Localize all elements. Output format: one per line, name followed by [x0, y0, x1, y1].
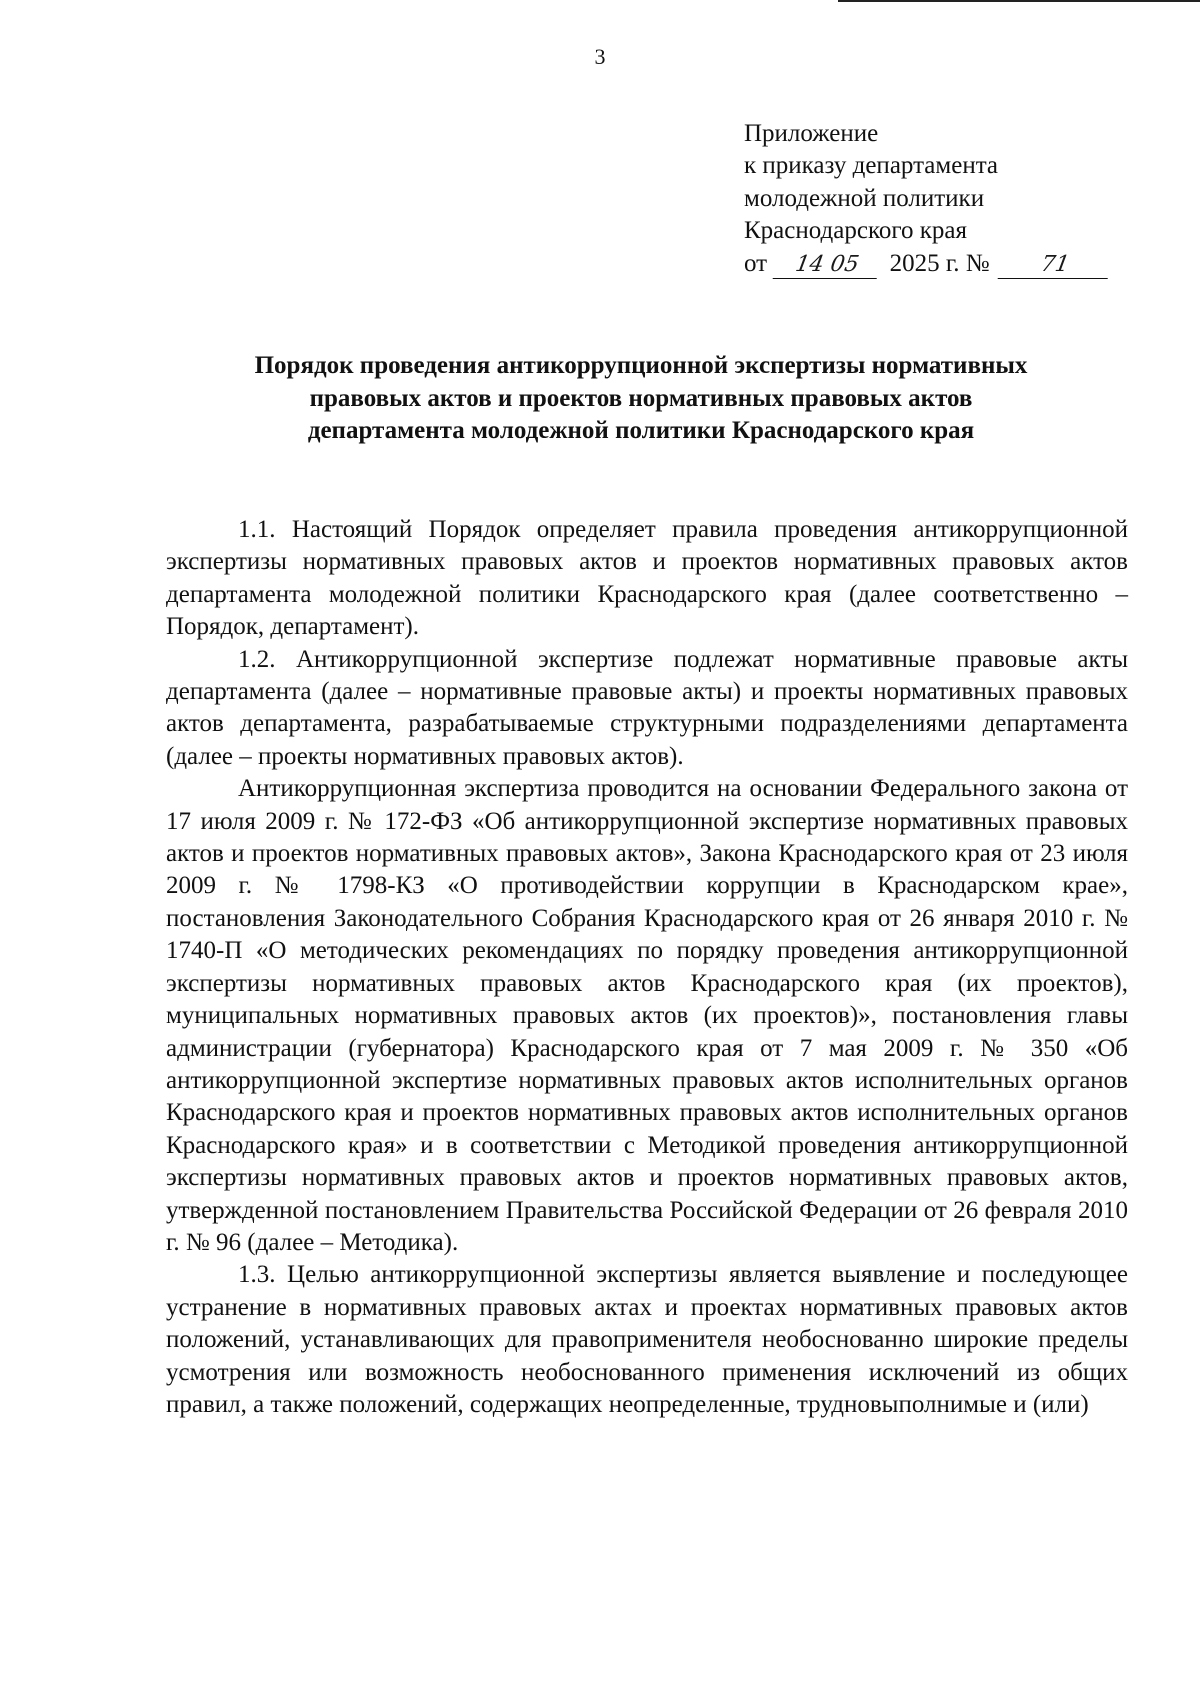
date-prefix: от: [744, 249, 768, 277]
document-title: [160, 350, 1122, 448]
appendix-date-line: [744, 248, 1110, 280]
date-year: 2025 г. №: [889, 249, 990, 277]
appendix-line-2: к приказу департамента: [744, 152, 999, 180]
document-body: [166, 514, 1128, 1421]
appendix-block: [744, 118, 1110, 280]
appendix-line-3: молодежной политики: [744, 184, 985, 212]
title-line-3: департамента молодежной политики Краснодарского края: [307, 417, 975, 444]
paragraph-legal-basis: Антикоррупционная экспертиза проводится на основании Федерального закона от 17 июля 2009 г. № 172-ФЗ «Об антикоррупционной экспертизе нормативных правовых актов и проектов нормативных правовых актов», Закона Краснодарского края от 23 июля 2009 г. № 1798-КЗ «О противодействии коррупции в Краснодарском крае», постановления Законодательного Собрания Краснодарского края от 26 января 2010 г. № 1740-П «О методических рекомендациях по порядку проведения антикоррупционной экспертизы нормативных правовых актов Краснодарского края (их проектов), муниципальных нормативных правовых актов (их проектов)», постановления главы администрации (губернатора) Краснодарского края от 7 мая 2009 г. № 350 «Об антикоррупционной экспертизе нормативных правовых актов исполнительных органов Краснодарского края и проектов нормативных правовых актов исполнительных органов Краснодарского края» и в соответствии с Методикой проведения антикоррупционной экспертизы нормативных правовых актов и проектов нормативных правовых актов, утвержденной постановлением Правительства Российской Федерации от 26 февраля 2010 г. № 96 (далее – Методика).: [166, 775, 1128, 1256]
scan-edge-line: [838, 0, 1200, 2]
appendix-line-4: Краснодарского края: [744, 217, 967, 245]
page-number: 3: [594, 44, 606, 69]
paragraph-1-1: 1.1. Настоящий Порядок определяет правила проведения антикоррупционной экспертизы нормативных правовых актов и проектов нормативных правовых актов департамента молодежной политики Краснодарского края (далее соответственно – Порядок, департамент).: [166, 516, 1128, 641]
appendix-line-1: Приложение: [744, 120, 879, 147]
handwritten-date: 14 05: [773, 252, 882, 279]
handwritten-number: 71: [998, 252, 1113, 279]
paragraph-1-3: 1.3. Целью антикоррупционной экспертизы является выявление и последующее устранение в нормативных правовых актах и проектах нормативных правовых актов положений, устанавливающих для правоприменителя необоснованно широкие пределы усмотрения или возможность необоснованного применения исключений из общих правил, а также положений, содержащих неопределенные, трудновыполнимые и (или): [166, 1261, 1128, 1418]
title-line-1: Порядок проведения антикоррупционной экспертизы нормативных: [254, 352, 1028, 379]
paragraph-1-2: 1.2. Антикоррупционной экспертизе подлежат нормативные правовые акты департамента (далее – нормативные правовые акты) и проекты нормативных правовых актов департамента, разрабатываемые структурными подразделениями департамента (далее – проекты нормативных правовых актов).: [166, 645, 1128, 770]
title-line-2: правовых актов и проектов нормативных правовых актов: [309, 384, 973, 412]
